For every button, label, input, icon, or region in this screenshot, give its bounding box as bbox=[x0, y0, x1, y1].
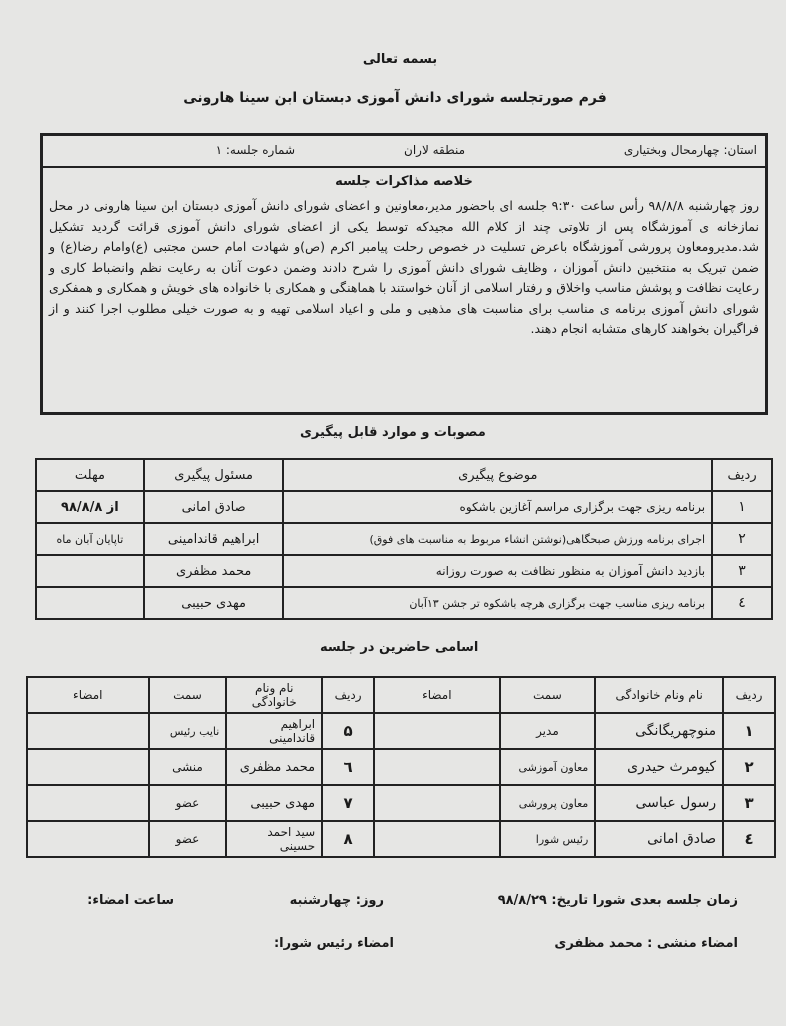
signature-cell bbox=[374, 785, 499, 821]
owner-cell: محمد مظفری bbox=[144, 555, 284, 587]
header-role: سمت bbox=[500, 677, 596, 713]
row-number: ٤ bbox=[723, 821, 775, 857]
row-number: ۸ bbox=[322, 821, 374, 857]
signature-cell bbox=[374, 713, 499, 749]
attendee-role: رئیس شورا bbox=[500, 821, 596, 857]
owner-cell: صادق امانی bbox=[144, 491, 284, 523]
bismillah-heading: بسمه تعالی bbox=[362, 52, 438, 67]
header-name: نام ونام خانوادگی bbox=[595, 677, 723, 713]
row-number: ۳ bbox=[723, 785, 775, 821]
table-row bbox=[27, 749, 775, 785]
header-signature: امضاء bbox=[27, 677, 149, 713]
attendee-name: منوچهریگانگی bbox=[595, 713, 723, 749]
session-number-label: شماره جلسه: ۱ bbox=[215, 143, 295, 157]
attendee-name: صادق امانی bbox=[595, 821, 723, 857]
region-label: منطقه لاران bbox=[404, 143, 465, 157]
attendee-name: سید احمد حسینی bbox=[226, 821, 322, 857]
table-row bbox=[27, 785, 775, 821]
attendee-role: منشی bbox=[149, 749, 227, 785]
header-signature: امضاء bbox=[374, 677, 499, 713]
table-row bbox=[36, 555, 772, 587]
province-label: استان: چهارمحال وبختیاری bbox=[623, 143, 757, 157]
table-header-row bbox=[36, 459, 772, 491]
subject-cell: برنامه ریزی مناسب جهت برگزاری هرچه باشکوه تر جشن ۱۳آبان bbox=[283, 587, 712, 619]
header-role: سمت bbox=[149, 677, 227, 713]
attendee-name: مهدی حبیبی bbox=[226, 785, 322, 821]
row-number: ۵ bbox=[322, 713, 374, 749]
table-row bbox=[36, 523, 772, 555]
row-number: ۱ bbox=[723, 713, 775, 749]
table-row bbox=[36, 491, 772, 523]
row-number: ٦ bbox=[322, 749, 374, 785]
subject-cell: بازدید دانش آموزان به منظور نظافت به صورت روزانه bbox=[283, 555, 712, 587]
table-row bbox=[36, 587, 772, 619]
header-name: نام ونام خانوادگی bbox=[226, 677, 322, 713]
next-session-day: روز: چهارشنبه bbox=[289, 893, 384, 908]
signature-cell bbox=[374, 821, 499, 857]
attendee-role: نایب رئیس bbox=[149, 713, 227, 749]
header-row-number: ردیف bbox=[723, 677, 775, 713]
signature-cell bbox=[27, 821, 149, 857]
attendee-role: معاون پرورشی bbox=[500, 785, 596, 821]
table-row bbox=[27, 821, 775, 857]
attendee-role: معاون آموزشی bbox=[500, 749, 596, 785]
row-number: ٤ bbox=[712, 587, 772, 619]
signature-time-label: ساعت امضاء: bbox=[87, 893, 174, 908]
secretary-signature: امضاء منشی : محمد مظفری bbox=[554, 936, 738, 951]
attendee-name: کیومرث حیدری bbox=[595, 749, 723, 785]
deadline-cell bbox=[36, 587, 144, 619]
deadline-cell: تاپایان آبان ماه bbox=[36, 523, 144, 555]
attendee-name: محمد مظفری bbox=[226, 749, 322, 785]
resolutions-title: مصوبات و موارد قابل پیگیری bbox=[300, 425, 486, 440]
next-session-date: زمان جلسه بعدی شورا تاریخ: ۹۸/۸/۲۹ bbox=[497, 893, 738, 908]
resolutions-table bbox=[35, 458, 773, 620]
signature-cell bbox=[27, 713, 149, 749]
attendee-role: مدیر bbox=[500, 713, 596, 749]
signature-cell bbox=[27, 749, 149, 785]
header-row-number: ردیف bbox=[322, 677, 374, 713]
attendee-role: عضو bbox=[149, 785, 227, 821]
row-number: ۷ bbox=[322, 785, 374, 821]
attendee-name: ابراهیم قاندامینی bbox=[226, 713, 322, 749]
row-number: ۲ bbox=[723, 749, 775, 785]
table-row bbox=[27, 713, 775, 749]
signature-cell bbox=[27, 785, 149, 821]
attendees-title: اسامی حاضرین در جلسه bbox=[320, 640, 479, 655]
attendee-name: رسول عباسی bbox=[595, 785, 723, 821]
attendee-role: عضو bbox=[149, 821, 227, 857]
header-row-number: ردیف bbox=[712, 459, 772, 491]
table-header-row bbox=[27, 677, 775, 713]
deadline-cell: از ۹۸/۸/۸ bbox=[36, 491, 144, 523]
row-number: ۳ bbox=[712, 555, 772, 587]
deadline-cell bbox=[36, 555, 144, 587]
subject-cell: اجرای برنامه ورزش صبحگاهی(نوشتن انشاء مربوط به مناسبت های فوق) bbox=[283, 523, 712, 555]
signature-cell bbox=[374, 749, 499, 785]
attendees-table bbox=[26, 676, 776, 858]
summary-title: خلاصه مذاکرات جلسه bbox=[335, 174, 473, 189]
session-info-box bbox=[40, 133, 768, 415]
info-header-row bbox=[43, 136, 765, 168]
header-owner: مسئول پیگیری bbox=[144, 459, 284, 491]
owner-cell: ابراهیم قاندامینی bbox=[144, 523, 284, 555]
subject-cell: برنامه ریزی جهت برگزاری مراسم آغازین باشکوه bbox=[283, 491, 712, 523]
chair-signature-label: امضاء رئیس شورا: bbox=[273, 936, 394, 951]
header-deadline: مهلت bbox=[36, 459, 144, 491]
header-subject: موضوع پیگیری bbox=[283, 459, 712, 491]
owner-cell: مهدی حبیبی bbox=[144, 587, 284, 619]
form-title: فرم صورتجلسه شورای دانش آموزی دبستان ابن سینا هارونی bbox=[183, 90, 607, 106]
row-number: ۲ bbox=[712, 523, 772, 555]
summary-text: روز چهارشنبه ۹۸/۸/۸ رأس ساعت ۹:۳۰ جلسه ای باحضور مدیر،معاونین و اعضای شورای دانش آموزی دبستان ابن سینا هارونی در محل نمازخانه ی آموزشگاه پس از تلاوتی چند از کلام الله مجیدکه توسط یکی از اعضای شورای دانش آموزی قرائت گردید تشکیل شد.مدیرومعاون پرورشی آموزشگاه باعرض تسلیت در خصوص رحلت پیامبر اکرم (ص)و شهادت امام حسن مجتبی (ع)وامام رضا(ع) و ضمن تبریک به منتخبین دانش آموزان ، وظایف شورای دانش آموزی را شرح دادند وضمن دعوت آنان به رعایت نظم وانضباط کاری و رعایت نظافت و پوشش مناسب واخلاق و رفتار اسلامی از آنان خواستند با هماهنگی و همکاری با خانواده های خویش و همکاری و همفکری شورای دانش آموزی برنامه ی مناسب برای مناسبت های مذهبی و ملی و اعیاد اسلامی تهیه و به صورت خیلی مطلوب اجرا کنند و از فراگیران بخواهند کارهای متشابه انجام دهند. bbox=[49, 198, 760, 336]
row-number: ۱ bbox=[712, 491, 772, 523]
